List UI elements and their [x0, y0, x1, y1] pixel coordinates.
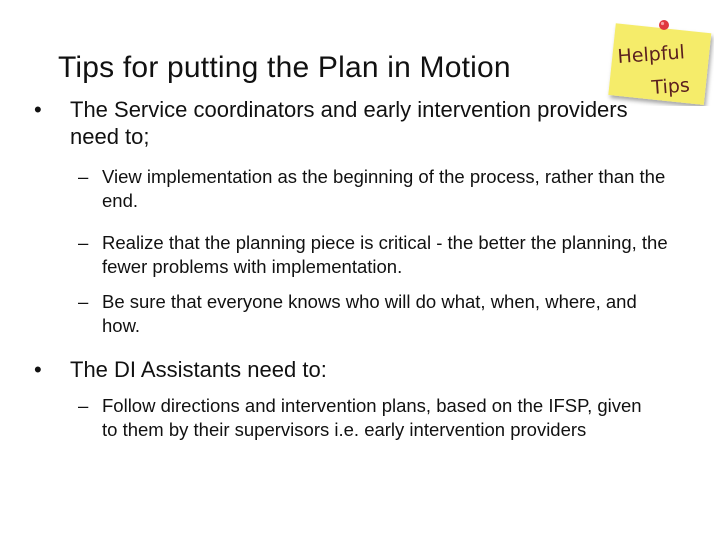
bullet-text: The DI Assistants need to: — [70, 357, 327, 382]
bullet-item — [34, 356, 634, 383]
sub-bullet-item — [78, 394, 658, 442]
dash-icon: – — [78, 166, 89, 187]
sub-bullet-item — [78, 290, 668, 338]
sub-bullet-text: Realize that the planning piece is critical - the better the planning, the fewer problems with implementation. — [102, 232, 668, 277]
sticky-note-line2: Tips — [650, 74, 691, 99]
dash-icon: – — [78, 232, 89, 253]
sub-bullet-text: Follow directions and intervention plans, based on the IFSP, given to them by their supervisors i.e. early intervention providers — [102, 395, 642, 440]
dash-icon: – — [78, 395, 89, 416]
bullet-item — [34, 96, 634, 150]
sub-bullet-text: Be sure that everyone knows who will do what, when, where, and how. — [102, 291, 637, 336]
bullet-icon: • — [34, 357, 42, 382]
sub-bullet-item — [78, 165, 668, 213]
helpful-tips-sticky-note — [604, 18, 714, 106]
bullet-icon: • — [34, 97, 42, 122]
sub-bullet-item — [78, 231, 668, 279]
sub-bullet-text: View implementation as the beginning of the process, rather than the end. — [102, 166, 666, 211]
pin-icon — [659, 20, 669, 30]
slide-title: Tips for putting the Plan in Motion — [58, 51, 511, 84]
sticky-note-line1: Helpful — [616, 41, 686, 68]
bullet-text: The Service coordinators and early intervention providers need to; — [70, 97, 628, 149]
dash-icon: – — [78, 291, 89, 312]
